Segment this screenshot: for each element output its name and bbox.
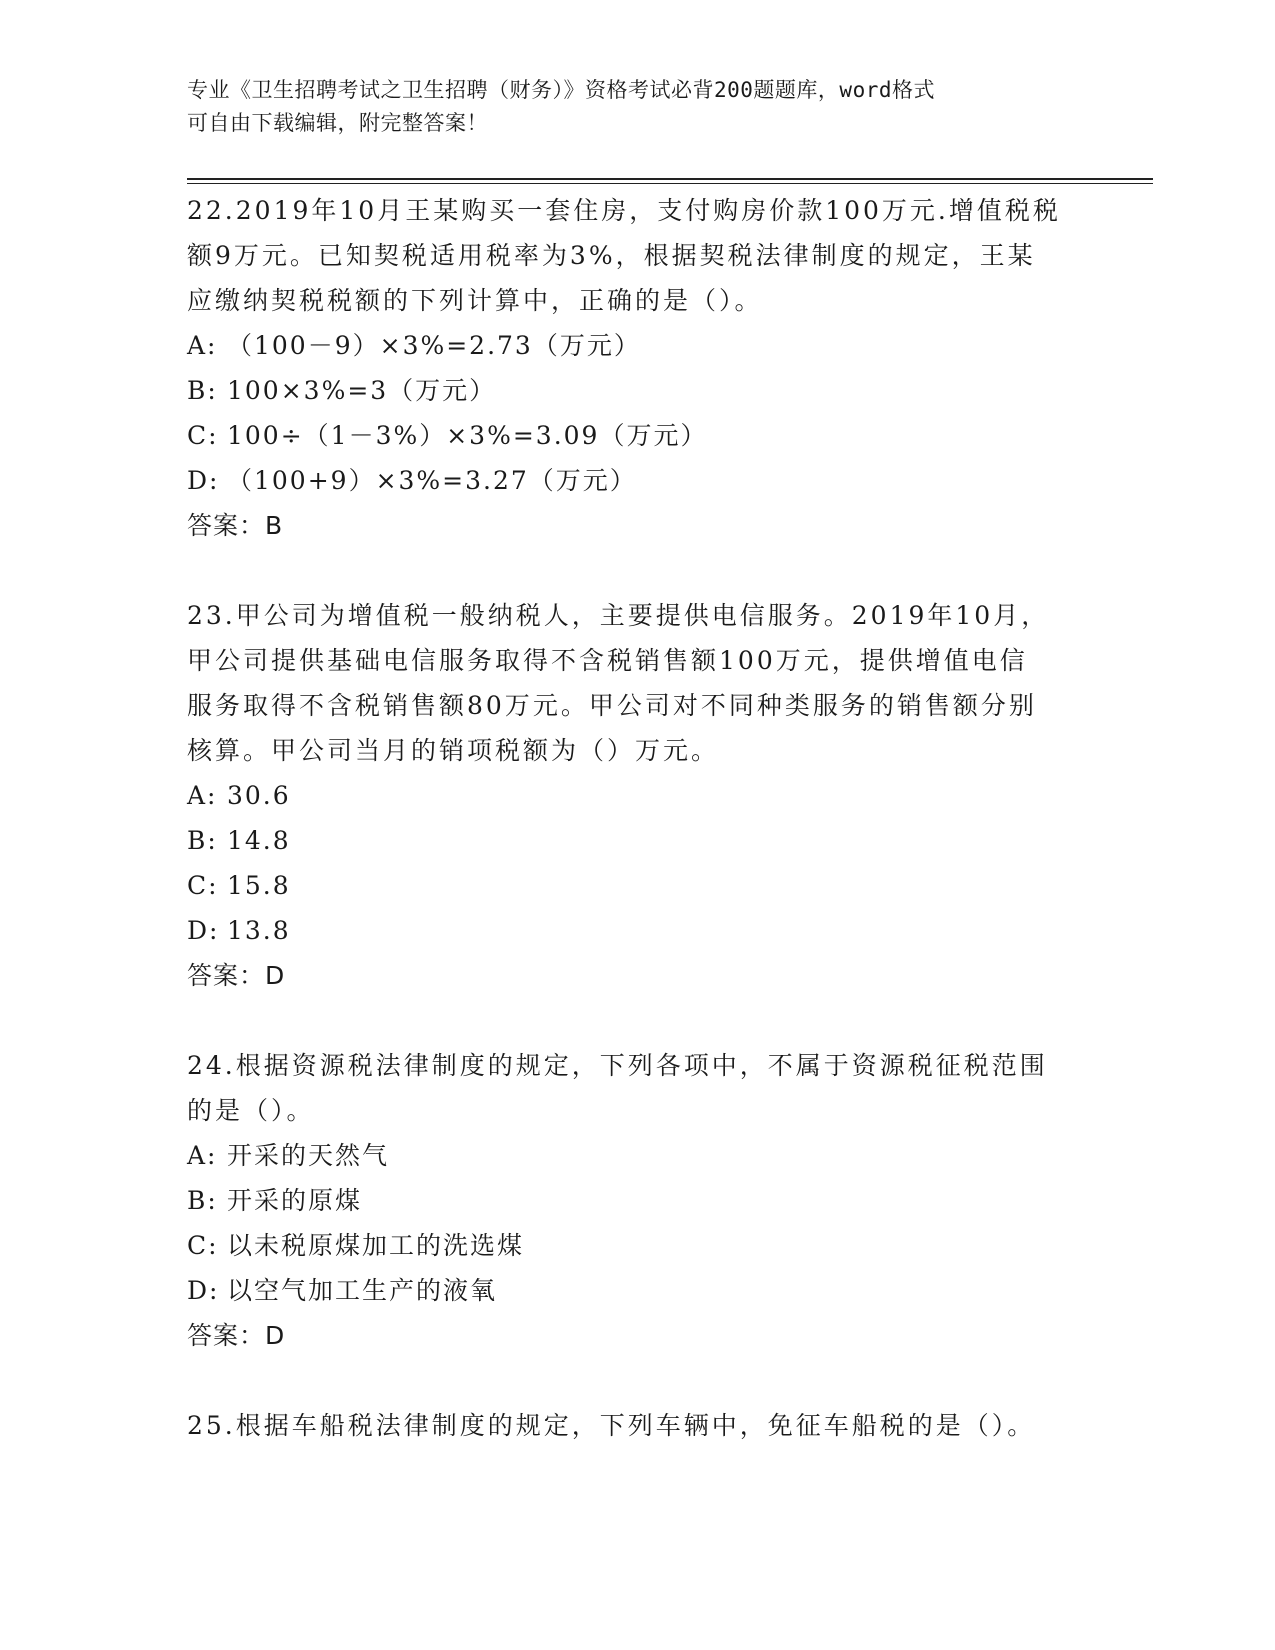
answer-line: 答案：D (187, 1321, 286, 1350)
question-stem-line: 25.根据车船税法律制度的规定，下列车辆中，免征车船税的是（）。 (187, 1411, 1036, 1440)
option-letter: A: (187, 331, 218, 360)
question-23 (187, 593, 1087, 998)
option-text: 30.6 (227, 781, 291, 810)
option-text: 14.8 (227, 826, 291, 855)
question-stem-line: 的是（）。 (187, 1096, 315, 1125)
option-letter: C: (187, 1231, 219, 1260)
document-header (187, 74, 1067, 140)
header-line-2: 可自由下载编辑，附完整答案！ (187, 111, 488, 135)
option-letter: A: (187, 781, 218, 810)
question-22 (187, 188, 1087, 548)
option-letter: B: (187, 1186, 218, 1215)
option-a (187, 323, 1087, 368)
option-letter: B: (187, 826, 218, 855)
option-letter: D: (187, 466, 220, 495)
option-text: （100－9）×3%=2.73（万元） (227, 331, 641, 360)
option-b (187, 368, 1087, 413)
option-letter: C: (187, 421, 219, 450)
option-letter: A: (187, 1141, 218, 1170)
option-text: 100×3%=3（万元） (227, 376, 497, 405)
question-stem-line: 额9万元。已知契税适用税率为3%，根据契税法律制度的规定，王某 (187, 241, 1036, 270)
option-d (187, 458, 1087, 503)
option-d (187, 1268, 1087, 1313)
question-spacer (187, 1358, 1087, 1403)
option-text: 以未税原煤加工的洗选煤 (227, 1231, 525, 1260)
option-text: 开采的天然气 (227, 1141, 390, 1170)
question-stem-line: 应缴纳契税税额的下列计算中，正确的是（）。 (187, 286, 763, 315)
option-letter: B: (187, 376, 218, 405)
question-stem-line: 24.根据资源税法律制度的规定，下列各项中，不属于资源税征税范围 (187, 1051, 1048, 1080)
question-stem-line: 核算。甲公司当月的销项税额为（）万元。 (187, 736, 720, 765)
question-spacer (187, 548, 1087, 593)
option-text: 以空气加工生产的液氧 (227, 1276, 498, 1305)
option-c (187, 863, 1087, 908)
option-text: 100÷（1－3%）×3%=3.09（万元） (227, 421, 708, 450)
option-text: 开采的原煤 (227, 1186, 363, 1215)
option-d (187, 908, 1087, 953)
header-line-1: 专业《卫生招聘考试之卫生招聘（财务）》资格考试必背200题题库，word格式 (187, 78, 935, 102)
question-spacer (187, 998, 1087, 1043)
option-c (187, 413, 1087, 458)
question-25 (187, 1403, 1087, 1448)
answer-line: 答案：D (187, 961, 286, 990)
option-text: （100+9）×3%=3.27（万元） (227, 466, 637, 495)
option-b (187, 1178, 1087, 1223)
question-24 (187, 1043, 1087, 1358)
option-a (187, 1133, 1087, 1178)
question-stem-line: 服务取得不含税销售额80万元。甲公司对不同种类服务的销售额分别 (187, 691, 1037, 720)
option-a (187, 773, 1087, 818)
header-divider-thick (187, 178, 1153, 180)
answer-line: 答案：B (187, 511, 284, 540)
option-letter: C: (187, 871, 219, 900)
question-stem-line: 22.2019年10月王某购买一套住房，支付购房价款100万元.增值税税 (187, 196, 1061, 225)
question-stem-line: 23.甲公司为增值税一般纳税人，主要提供电信服务。2019年10月， (187, 601, 1050, 630)
question-list (187, 188, 1087, 1448)
header-divider-thin (187, 183, 1153, 184)
option-c (187, 1223, 1087, 1268)
option-text: 15.8 (227, 871, 291, 900)
option-letter: D: (187, 916, 220, 945)
option-letter: D: (187, 1276, 220, 1305)
question-stem-line: 甲公司提供基础电信服务取得不含税销售额100万元，提供增值电信 (187, 646, 1028, 675)
option-b (187, 818, 1087, 863)
option-text: 13.8 (227, 916, 291, 945)
